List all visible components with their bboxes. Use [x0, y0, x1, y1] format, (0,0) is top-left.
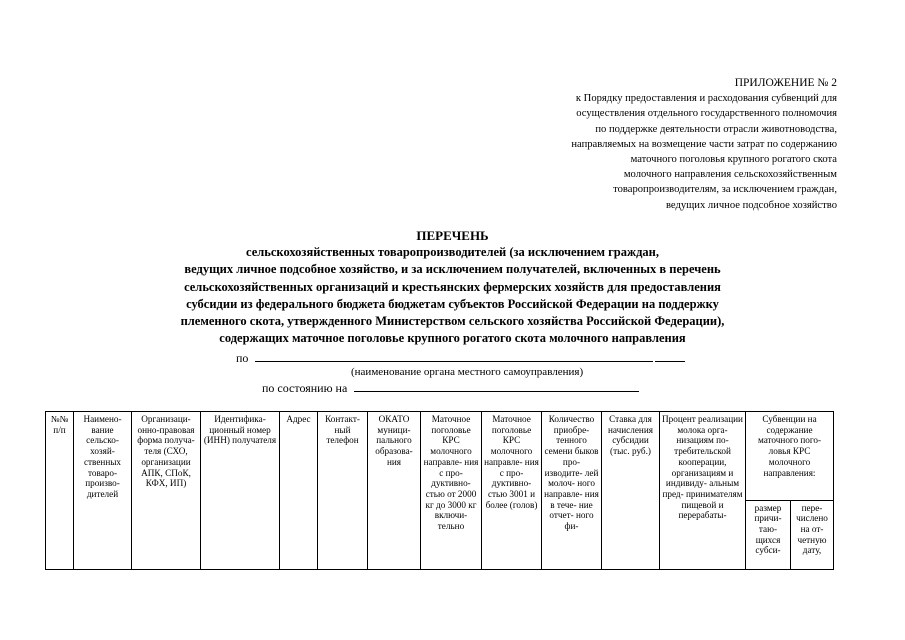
header-number: №№ п/п	[46, 412, 74, 570]
header-okato: ОКАТО муници- пального образова- ния	[368, 412, 421, 570]
org-name-blank-tail[interactable]	[655, 350, 685, 362]
header-inn: Идентифика- ционный номер (ИНН) получателя	[201, 412, 280, 570]
org-name-caption: (наименование органа местного самоуправления)	[351, 366, 584, 378]
appendix-block	[417, 76, 837, 213]
header-semen-quantity: Количество приобре- тенного семени быков про- изводите- лей молоч- ного направле- ния в тече- ние отчет- ного фи-	[542, 412, 602, 570]
header-phone: Контакт- ный телефон	[318, 412, 368, 570]
title-heading: ПЕРЕЧЕНЬ	[416, 228, 489, 243]
header-address: Адрес	[280, 412, 318, 570]
po-label: по	[236, 351, 249, 365]
document-title	[0, 227, 905, 347]
title-line: содержащих маточное поголовье крупного рогатого скота молочного направления	[219, 331, 686, 346]
header-milk-sale-percent: Процент реализации молока орга- низациям по- требительской кооперации, организациям и индивиду- альным пред- принимателям пищевой и перерабаты-	[660, 412, 746, 570]
title-line: племенного скота, утвержденного Министерством сельского хозяйства Российской Федерации),	[180, 314, 725, 329]
header-livestock-3001: Маточное поголовье КРС молочного направле- ния с про- дуктивно- стью 3001 и более (голов)	[482, 412, 542, 570]
appendix-line: молочного направления сельскохозяйственным	[623, 169, 837, 181]
title-line: субсидии из федерального бюджета бюджетам субъектов Российской Федерации на поддержку	[186, 296, 719, 311]
state-date-blank[interactable]	[354, 380, 639, 392]
appendix-line: осуществления отдельного государственного полномочия	[576, 108, 837, 120]
appendix-line: по поддержке деятельности отрасли животноводства,	[595, 123, 837, 135]
header-transferred: пере- числено на от- четную дату,	[791, 500, 834, 569]
appendix-line: товаропроизводителям, за исключением граждан,	[613, 184, 837, 196]
appendix-line: направляемых на возмещение части затрат по содержанию	[571, 138, 837, 150]
title-line: сельскохозяйственных товаропроизводителей (за исключением граждан,	[246, 245, 659, 260]
header-livestock-2000-3000: Маточное поголовье КРС молочного направле- ния с про- дуктивно- стью от 2000 кг до 3000 кг включи- тельно	[421, 412, 482, 570]
appendix-line: к Порядку предоставления и расходования субвенций для	[575, 93, 837, 105]
appendix-label: ПРИЛОЖЕНИЕ № 2	[734, 77, 837, 89]
state-date-line	[262, 380, 639, 396]
recipients-table	[45, 411, 834, 570]
state-label: по состоянию на	[262, 381, 348, 395]
title-line: ведущих личное подсобное хозяйство, и за исключением получателей, включенных в перечень	[184, 262, 721, 277]
header-subventions-group: Субвенции на содержание маточного пого- ловья КРС молочного направления:	[746, 412, 834, 501]
header-subsidy-rate: Ставка для начисления субсидии (тыс. руб.)	[602, 412, 660, 570]
org-name-line	[236, 350, 685, 366]
appendix-line: ведущих личное подсобное хозяйство	[665, 199, 837, 211]
appendix-line: маточного поголовья крупного рогатого скота	[630, 154, 837, 166]
title-line: сельскохозяйственных организаций и крестьянских фермерских хозяйств для предоставления	[184, 279, 721, 294]
header-legal-form: Организаци- онно-правовая форма получа- теля (СХО, организации АПК, СПоК, КФХ, ИП)	[132, 412, 201, 570]
header-subsidy-amount: размер причи- таю- щихся субси-	[746, 500, 791, 569]
header-producer-name: Наимено- вание сельско- хозяй- ственных товаро- произво- дителей	[74, 412, 132, 570]
org-name-blank[interactable]	[255, 350, 653, 362]
